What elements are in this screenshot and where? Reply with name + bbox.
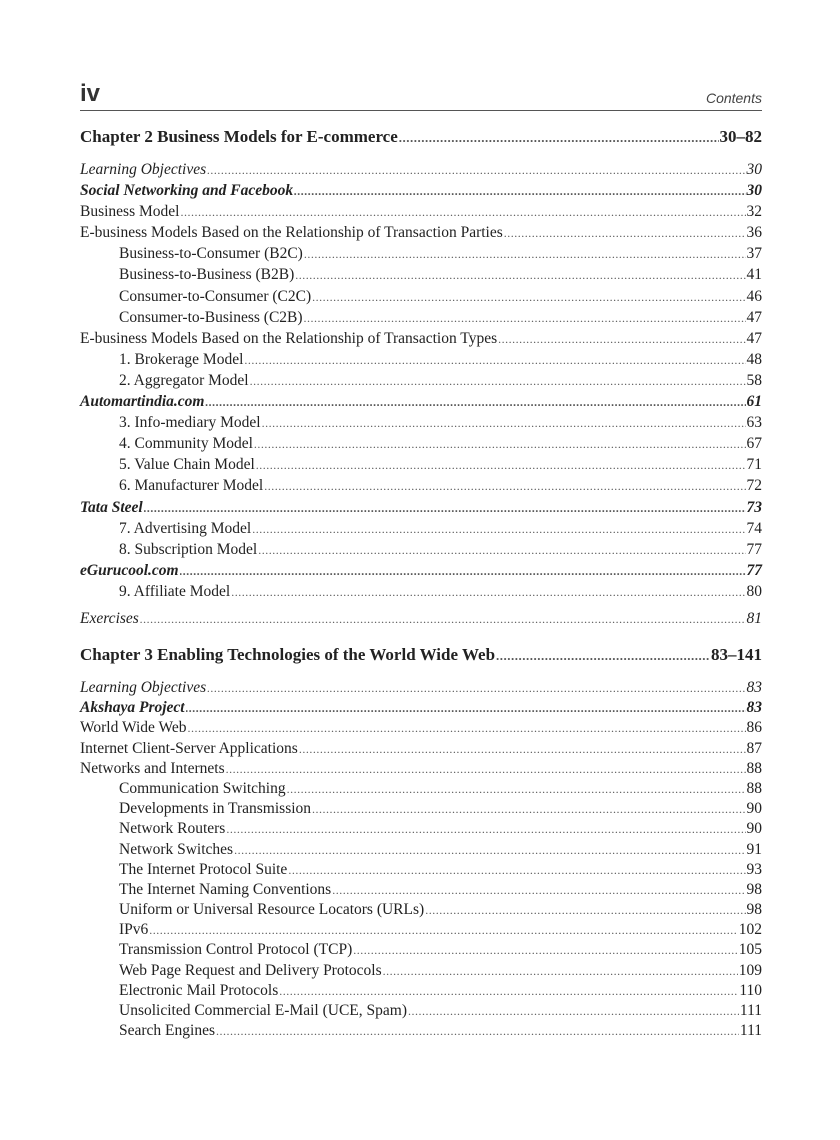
- toc-entry: [80, 719, 762, 739]
- dot-leader: [399, 127, 719, 147]
- dot-leader: [304, 309, 746, 327]
- toc-entry: [80, 245, 762, 266]
- entry-page: 77: [746, 540, 762, 558]
- dot-leader: [256, 456, 746, 474]
- toc-entry: [80, 161, 762, 182]
- toc-entry: [80, 182, 762, 203]
- entry-page: 110: [739, 981, 762, 999]
- entry-title: IPv6: [119, 921, 149, 939]
- dot-leader: [498, 330, 745, 348]
- entry-page: 61: [746, 393, 762, 411]
- page-header: [80, 80, 762, 111]
- toc-entry: [80, 520, 762, 541]
- entry-title: Web Page Request and Delivery Protocols: [119, 961, 382, 979]
- entry-page: 41: [746, 266, 762, 284]
- page-number: iv: [80, 80, 101, 107]
- entry-page: 98: [746, 880, 762, 898]
- dot-leader: [186, 699, 746, 717]
- toc-entry: [80, 941, 762, 961]
- entry-title: 8. Subscription Model: [119, 540, 258, 558]
- dot-leader: [140, 610, 746, 628]
- entry-page: 32: [746, 203, 762, 221]
- entry-title: Network Routers: [119, 820, 226, 838]
- entry-title: 2. Aggregator Model: [119, 371, 249, 389]
- entry-title: Electronic Mail Protocols: [119, 981, 279, 999]
- entry-title: Automartindia.com: [80, 393, 205, 411]
- entry-title: E-business Models Based on the Relationship of Transaction Types: [80, 329, 498, 347]
- entry-page: 81: [746, 609, 762, 627]
- entry-page: 30: [746, 182, 762, 200]
- dot-leader: [425, 901, 745, 919]
- entry-page: 67: [746, 435, 762, 453]
- entry-title: Business Model: [80, 203, 180, 221]
- chapter-2-section: [80, 127, 762, 631]
- entry-title: Networks and Internets: [80, 759, 225, 777]
- entry-title: 9. Affiliate Model: [119, 582, 231, 600]
- dot-leader: [207, 161, 745, 179]
- toc-entry: [80, 820, 762, 840]
- chapter-heading: [80, 645, 762, 675]
- toc-entry: [80, 499, 762, 520]
- toc-entry: [80, 477, 762, 498]
- toc-entry: [80, 266, 762, 287]
- entry-page: 74: [746, 519, 762, 537]
- entry-title: Learning Objectives: [80, 161, 207, 178]
- dot-leader: [312, 800, 745, 818]
- entry-page: 30–82: [719, 127, 762, 146]
- toc-entry: [80, 351, 762, 372]
- dot-leader: [216, 1022, 739, 1040]
- toc-entry: [80, 330, 762, 351]
- dot-leader: [295, 266, 745, 284]
- entry-page: 58: [746, 371, 762, 389]
- toc-entry: [80, 740, 762, 760]
- entry-page: 109: [738, 961, 762, 979]
- entry-page: 105: [738, 941, 762, 959]
- entry-page: 102: [738, 921, 762, 939]
- entry-title: Chapter 2 Business Models for E-commerce: [80, 127, 398, 146]
- entry-page: 77: [746, 561, 762, 579]
- entry-page: 111: [739, 1022, 762, 1040]
- entry-title: Tata Steel: [80, 498, 143, 516]
- toc-entry: [80, 861, 762, 881]
- entry-title: Internet Client-Server Applications: [80, 739, 298, 757]
- toc-entry: [80, 562, 762, 583]
- entry-page: 111: [739, 1002, 762, 1019]
- toc-entry: [80, 901, 762, 921]
- chapter-heading: [80, 127, 762, 157]
- entry-title: Exercises: [80, 609, 139, 627]
- toc-entry: [80, 309, 762, 330]
- entry-title: Consumer-to-Consumer (C2C): [119, 287, 312, 305]
- dot-leader: [408, 1002, 739, 1020]
- entry-title: Business-to-Consumer (B2C): [119, 245, 303, 263]
- entry-title: Chapter 3 Enabling Technologies of the World Wide Web: [80, 645, 496, 664]
- toc-entry: [80, 982, 762, 1002]
- dot-leader: [205, 393, 745, 411]
- dot-leader: [504, 224, 746, 242]
- entry-title: Uniform or Universal Resource Locators (URLs): [119, 901, 425, 919]
- entry-title: 4. Community Model: [119, 435, 253, 453]
- entry-page: 90: [746, 800, 762, 818]
- entry-title: Network Switches: [119, 840, 234, 858]
- toc-entry: [80, 456, 762, 477]
- entry-title: Business-to-Business (B2B): [119, 266, 295, 284]
- toc-entry: [80, 372, 762, 393]
- toc-entry: [80, 224, 762, 245]
- entry-title: Social Networking and Facebook: [80, 182, 294, 200]
- entry-page: 47: [746, 329, 762, 347]
- toc-entry: [80, 541, 762, 562]
- entry-title: The Internet Naming Conventions: [119, 880, 332, 898]
- dot-leader: [234, 841, 745, 859]
- toc-entry: [80, 780, 762, 800]
- entry-title: Developments in Transmission: [119, 800, 312, 818]
- dot-leader: [312, 288, 745, 306]
- toc-entry: [80, 610, 762, 631]
- toc-entry: [80, 881, 762, 901]
- dot-leader: [250, 372, 746, 390]
- dot-leader: [496, 645, 710, 665]
- entry-page: 63: [746, 414, 762, 432]
- dot-leader: [226, 760, 746, 778]
- dot-leader: [180, 562, 746, 580]
- dot-leader: [254, 435, 746, 453]
- toc-entry: [80, 800, 762, 820]
- entry-page: 83: [746, 699, 762, 717]
- toc-entry: [80, 414, 762, 435]
- entry-page: 47: [746, 308, 762, 326]
- entry-title: 7. Advertising Model: [119, 519, 252, 537]
- toc-entry: [80, 841, 762, 861]
- toc-entry: [80, 393, 762, 414]
- toc-entry: [80, 962, 762, 982]
- entry-page: 88: [746, 759, 762, 777]
- dot-leader: [299, 740, 746, 758]
- entry-page: 72: [746, 477, 762, 495]
- entry-title: eGurucool.com: [80, 561, 179, 579]
- dot-leader: [353, 941, 738, 959]
- entry-page: 88: [746, 779, 762, 797]
- entry-page: 37: [746, 245, 762, 263]
- entry-page: 91: [746, 840, 762, 858]
- dot-leader: [258, 541, 745, 559]
- entry-title: E-business Models Based on the Relationship of Transaction Parties: [80, 224, 503, 242]
- toc-entry: [80, 679, 762, 699]
- dot-leader: [332, 881, 745, 899]
- dot-leader: [264, 477, 745, 495]
- entry-page: 87: [746, 739, 762, 757]
- entry-page: 36: [746, 224, 762, 242]
- dot-leader: [383, 962, 738, 980]
- dot-leader: [231, 583, 745, 601]
- toc-entry: [80, 203, 762, 224]
- entry-title: 1. Brokerage Model: [119, 350, 244, 368]
- entry-title: The Internet Protocol Suite: [119, 860, 288, 878]
- entry-page: 83: [746, 679, 762, 696]
- entry-page: 90: [746, 820, 762, 838]
- dot-leader: [294, 182, 745, 200]
- dot-leader: [252, 520, 745, 538]
- toc-entry: [80, 921, 762, 941]
- running-title: Contents: [705, 90, 762, 106]
- entry-title: World Wide Web: [80, 719, 187, 737]
- dot-leader: [304, 245, 746, 263]
- entry-title: Transmission Control Protocol (TCP): [119, 941, 353, 959]
- dot-leader: [149, 921, 737, 939]
- entry-title: Search Engines: [119, 1022, 215, 1040]
- dot-leader: [144, 499, 746, 517]
- entry-page: 30: [746, 161, 762, 178]
- entry-title: Consumer-to-Business (C2B): [119, 308, 303, 326]
- toc-entry: [80, 1022, 762, 1042]
- dot-leader: [279, 982, 738, 1000]
- dot-leader: [287, 780, 746, 798]
- toc-entry: [80, 699, 762, 719]
- dot-leader: [244, 351, 745, 369]
- entry-page: 86: [746, 719, 762, 737]
- entry-title: Akshaya Project: [80, 699, 185, 717]
- entry-page: 73: [746, 498, 762, 516]
- dot-leader: [288, 861, 745, 879]
- dot-leader: [226, 820, 745, 838]
- dot-leader: [207, 679, 745, 697]
- dot-leader: [180, 203, 745, 221]
- entry-page: 46: [746, 287, 762, 305]
- dot-leader: [262, 414, 746, 432]
- entry-title: Learning Objectives: [80, 679, 207, 696]
- entry-title: 5. Value Chain Model: [119, 456, 255, 474]
- entry-page: 93: [746, 860, 762, 878]
- entry-page: 98: [746, 901, 762, 919]
- entry-page: 83–141: [711, 645, 762, 664]
- entry-title: 6. Manufacturer Model: [119, 477, 264, 495]
- toc-entry: [80, 288, 762, 309]
- toc-entry: [80, 435, 762, 456]
- chapter-3-section: [80, 645, 762, 1042]
- toc-entry: [80, 1002, 762, 1022]
- entry-page: 71: [746, 456, 762, 474]
- toc-entry: [80, 583, 762, 604]
- entry-page: 80: [746, 582, 762, 600]
- dot-leader: [188, 719, 746, 737]
- entry-title: Unsolicited Commercial E-Mail (UCE, Spam): [119, 1002, 407, 1019]
- entry-title: 3. Info-mediary Model: [119, 414, 261, 432]
- toc-entry: [80, 760, 762, 780]
- entry-page: 48: [746, 350, 762, 368]
- entry-title: Communication Switching: [119, 779, 286, 797]
